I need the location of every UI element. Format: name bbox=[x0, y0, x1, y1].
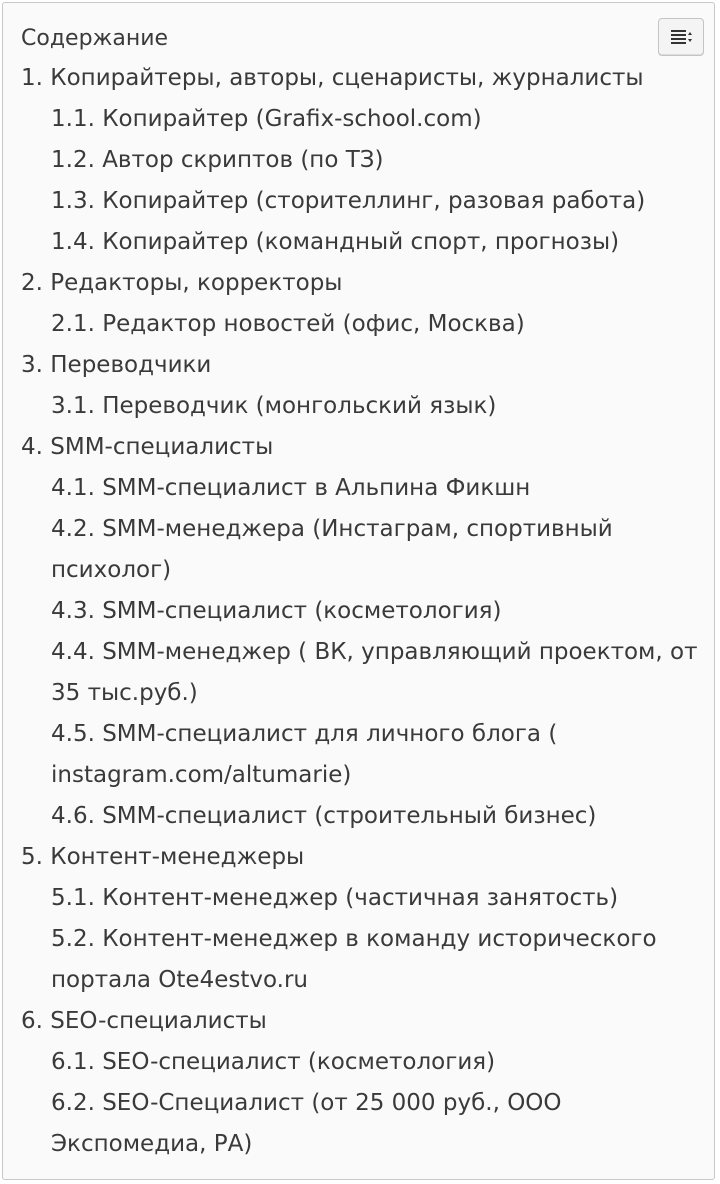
table-of-contents bbox=[2, 2, 715, 1180]
toc-subitem-link[interactable]: 4.4. SMM-менеджер ( ВК, управляющий проектом, от 35 тыс.руб.) bbox=[51, 639, 698, 706]
toc-section bbox=[21, 58, 701, 263]
toc-sublist bbox=[21, 468, 701, 837]
toc-subitem bbox=[51, 304, 701, 345]
toc-section-link[interactable]: 4. SMM-специалисты bbox=[21, 434, 274, 460]
toc-subitem-link[interactable]: 5.1. Контент-менеджер (частичная занятость) bbox=[51, 885, 619, 911]
toc-subitem bbox=[51, 878, 701, 919]
toc-subitem bbox=[51, 99, 701, 140]
toc-subitem bbox=[51, 1042, 701, 1083]
toc-subitem bbox=[51, 796, 701, 837]
toc-subitem bbox=[51, 222, 701, 263]
toc-section bbox=[21, 345, 701, 427]
toc-section-link[interactable]: 5. Контент-менеджеры bbox=[21, 844, 305, 870]
toc-sublist bbox=[21, 1042, 701, 1165]
toc-sublist bbox=[21, 878, 701, 1001]
toc-subitem-link[interactable]: 1.3. Копирайтер (сторителлинг, разовая работа) bbox=[51, 188, 646, 214]
toc-sublist bbox=[21, 99, 701, 263]
toc-toggle-button[interactable] bbox=[658, 18, 704, 56]
toc-section bbox=[21, 263, 701, 345]
toc-subitem-link[interactable]: 6.1. SEO-специалист (косметология) bbox=[51, 1049, 496, 1075]
toc-subitem-link[interactable]: 1.2. Автор скриптов (по ТЗ) bbox=[51, 147, 384, 173]
toc-subitem bbox=[51, 919, 701, 1001]
toc-subitem-link[interactable]: 6.2. SEO-Специалист (от 25 000 руб., ООО Экспомедиа, РА) bbox=[51, 1090, 562, 1157]
toc-subitem bbox=[51, 1083, 701, 1165]
list-toggle-icon bbox=[671, 29, 693, 45]
toc-section bbox=[21, 427, 701, 837]
toc-subitem-link[interactable]: 2.1. Редактор новостей (офис, Москва) bbox=[51, 311, 525, 337]
toc-section-link[interactable]: 3. Переводчики bbox=[21, 352, 212, 378]
toc-subitem-link[interactable]: 4.1. SMM-специалист в Альпина Фикшн bbox=[51, 475, 531, 501]
toc-title: Содержание bbox=[21, 26, 169, 51]
toc-subitem bbox=[51, 468, 701, 509]
toc-subitem-link[interactable]: 1.1. Копирайтер (Grafix-school.com) bbox=[51, 106, 482, 132]
toc-sublist bbox=[21, 304, 701, 345]
toc-subitem bbox=[51, 509, 701, 591]
toc-section-link[interactable]: 1. Копирайтеры, авторы, сценаристы, журналисты bbox=[21, 65, 644, 91]
toc-subitem bbox=[51, 181, 701, 222]
toc-sublist bbox=[21, 386, 701, 427]
toc-subitem-link[interactable]: 3.1. Переводчик (монгольский язык) bbox=[51, 393, 497, 419]
toc-subitem-link[interactable]: 4.6. SMM-специалист (строительный бизнес) bbox=[51, 803, 597, 829]
toc-subitem bbox=[51, 140, 701, 181]
toc-list bbox=[21, 58, 701, 1165]
toc-subitem bbox=[51, 386, 701, 427]
toc-section bbox=[21, 1001, 701, 1165]
toc-subitem bbox=[51, 714, 701, 796]
toc-subitem-link[interactable]: 4.2. SMM-менеджера (Инстаграм, спортивный психолог) bbox=[51, 516, 613, 583]
toc-section-link[interactable]: 2. Редакторы, корректоры bbox=[21, 270, 343, 296]
toc-subitem bbox=[51, 632, 701, 714]
toc-subitem-link[interactable]: 4.5. SMM-специалист для личного блога ( instagram.com/altumarie) bbox=[51, 721, 558, 788]
toc-section-link[interactable]: 6. SEO-специалисты bbox=[21, 1008, 267, 1034]
toc-subitem-link[interactable]: 5.2. Контент-менеджер в команду исторического портала Ote4estvo.ru bbox=[51, 926, 657, 993]
toc-subitem bbox=[51, 591, 701, 632]
toc-subitem-link[interactable]: 1.4. Копирайтер (командный спорт, прогнозы) bbox=[51, 229, 620, 255]
toc-subitem-link[interactable]: 4.3. SMM-специалист (косметология) bbox=[51, 598, 502, 624]
toc-section bbox=[21, 837, 701, 1001]
